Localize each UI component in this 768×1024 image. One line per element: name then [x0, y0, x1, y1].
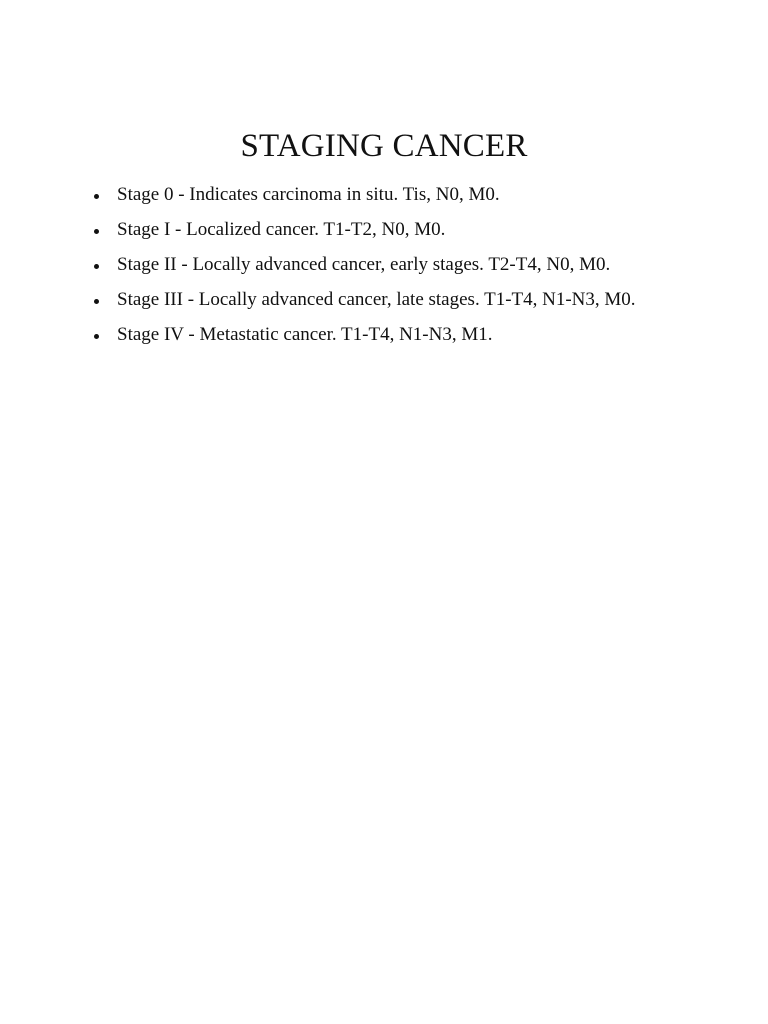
bullet-icon	[94, 264, 99, 269]
bullet-icon	[94, 194, 99, 199]
bullet-icon	[94, 299, 99, 304]
stage-0-text: Stage 0 - Indicates carcinoma in situ. Tis, N0, M0.	[117, 184, 500, 205]
stage-3-text: Stage III - Locally advanced cancer, late stages. T1-T4, N1-N3, M0.	[117, 289, 636, 310]
list-item	[0, 285, 768, 320]
stage-2-text: Stage II - Locally advanced cancer, early stages. T2-T4, N0, M0.	[117, 254, 611, 275]
bullet-icon	[94, 334, 99, 339]
page-title: STAGING CANCER	[240, 128, 528, 164]
stage-1-text: Stage I - Localized cancer. T1-T2, N0, M0.	[117, 219, 446, 240]
stage-4-text: Stage IV - Metastatic cancer. T1-T4, N1-N3, M1.	[117, 324, 493, 345]
stage-list	[0, 180, 768, 355]
list-item	[0, 180, 768, 215]
list-item	[0, 320, 768, 355]
list-item	[0, 250, 768, 285]
list-item	[0, 215, 768, 250]
bullet-icon	[94, 229, 99, 234]
